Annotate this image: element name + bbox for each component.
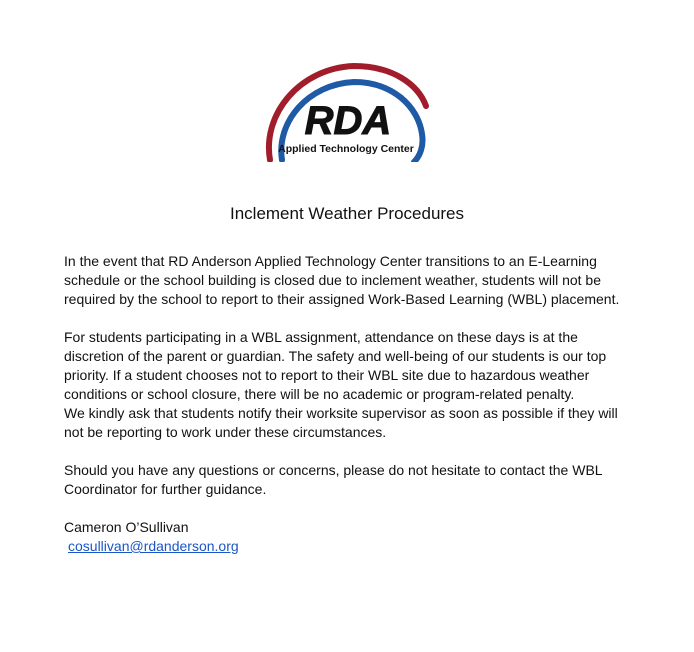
- signature-name: Cameron O’Sullivan: [64, 519, 189, 535]
- paragraph-questions: Should you have any questions or concerns, please do not hesitate to contact the WBL Coordinator for further guidance.: [64, 462, 603, 497]
- email-link[interactable]: cosullivan@rdanderson.org: [68, 538, 239, 554]
- paragraph-elearning: In the event that RD Anderson Applied Technology Center transitions to an E-Learning schedule or the school building is closed due to inclement weather, students will not be required by the school to report to their assigned Work-Based Learning (WBL) placement.: [64, 253, 620, 307]
- paragraph-attendance: For students participating in a WBL assignment, attendance on these days is at the discretion of the parent or guardian. The safety and well-being of our students is our top priority. If a student chooses not to report to their WBL site due to hazardous weather conditions or school closure, there will be no academic or program-related penalty.: [64, 329, 607, 402]
- paragraph-notify-supervisor: We kindly ask that students notify their worksite supervisor as soon as possible if they will not be reporting to work under these circumstances.: [64, 405, 618, 440]
- logo-subtitle: Applied Technology Center: [278, 143, 414, 155]
- logo-letters: RDA: [304, 99, 392, 143]
- document-title: Inclement Weather Procedures: [229, 204, 465, 223]
- document-body: [64, 252, 634, 556]
- signature-email-line: [64, 537, 634, 556]
- rda-logo: [258, 62, 434, 162]
- rda-logo-graphic: [258, 62, 434, 162]
